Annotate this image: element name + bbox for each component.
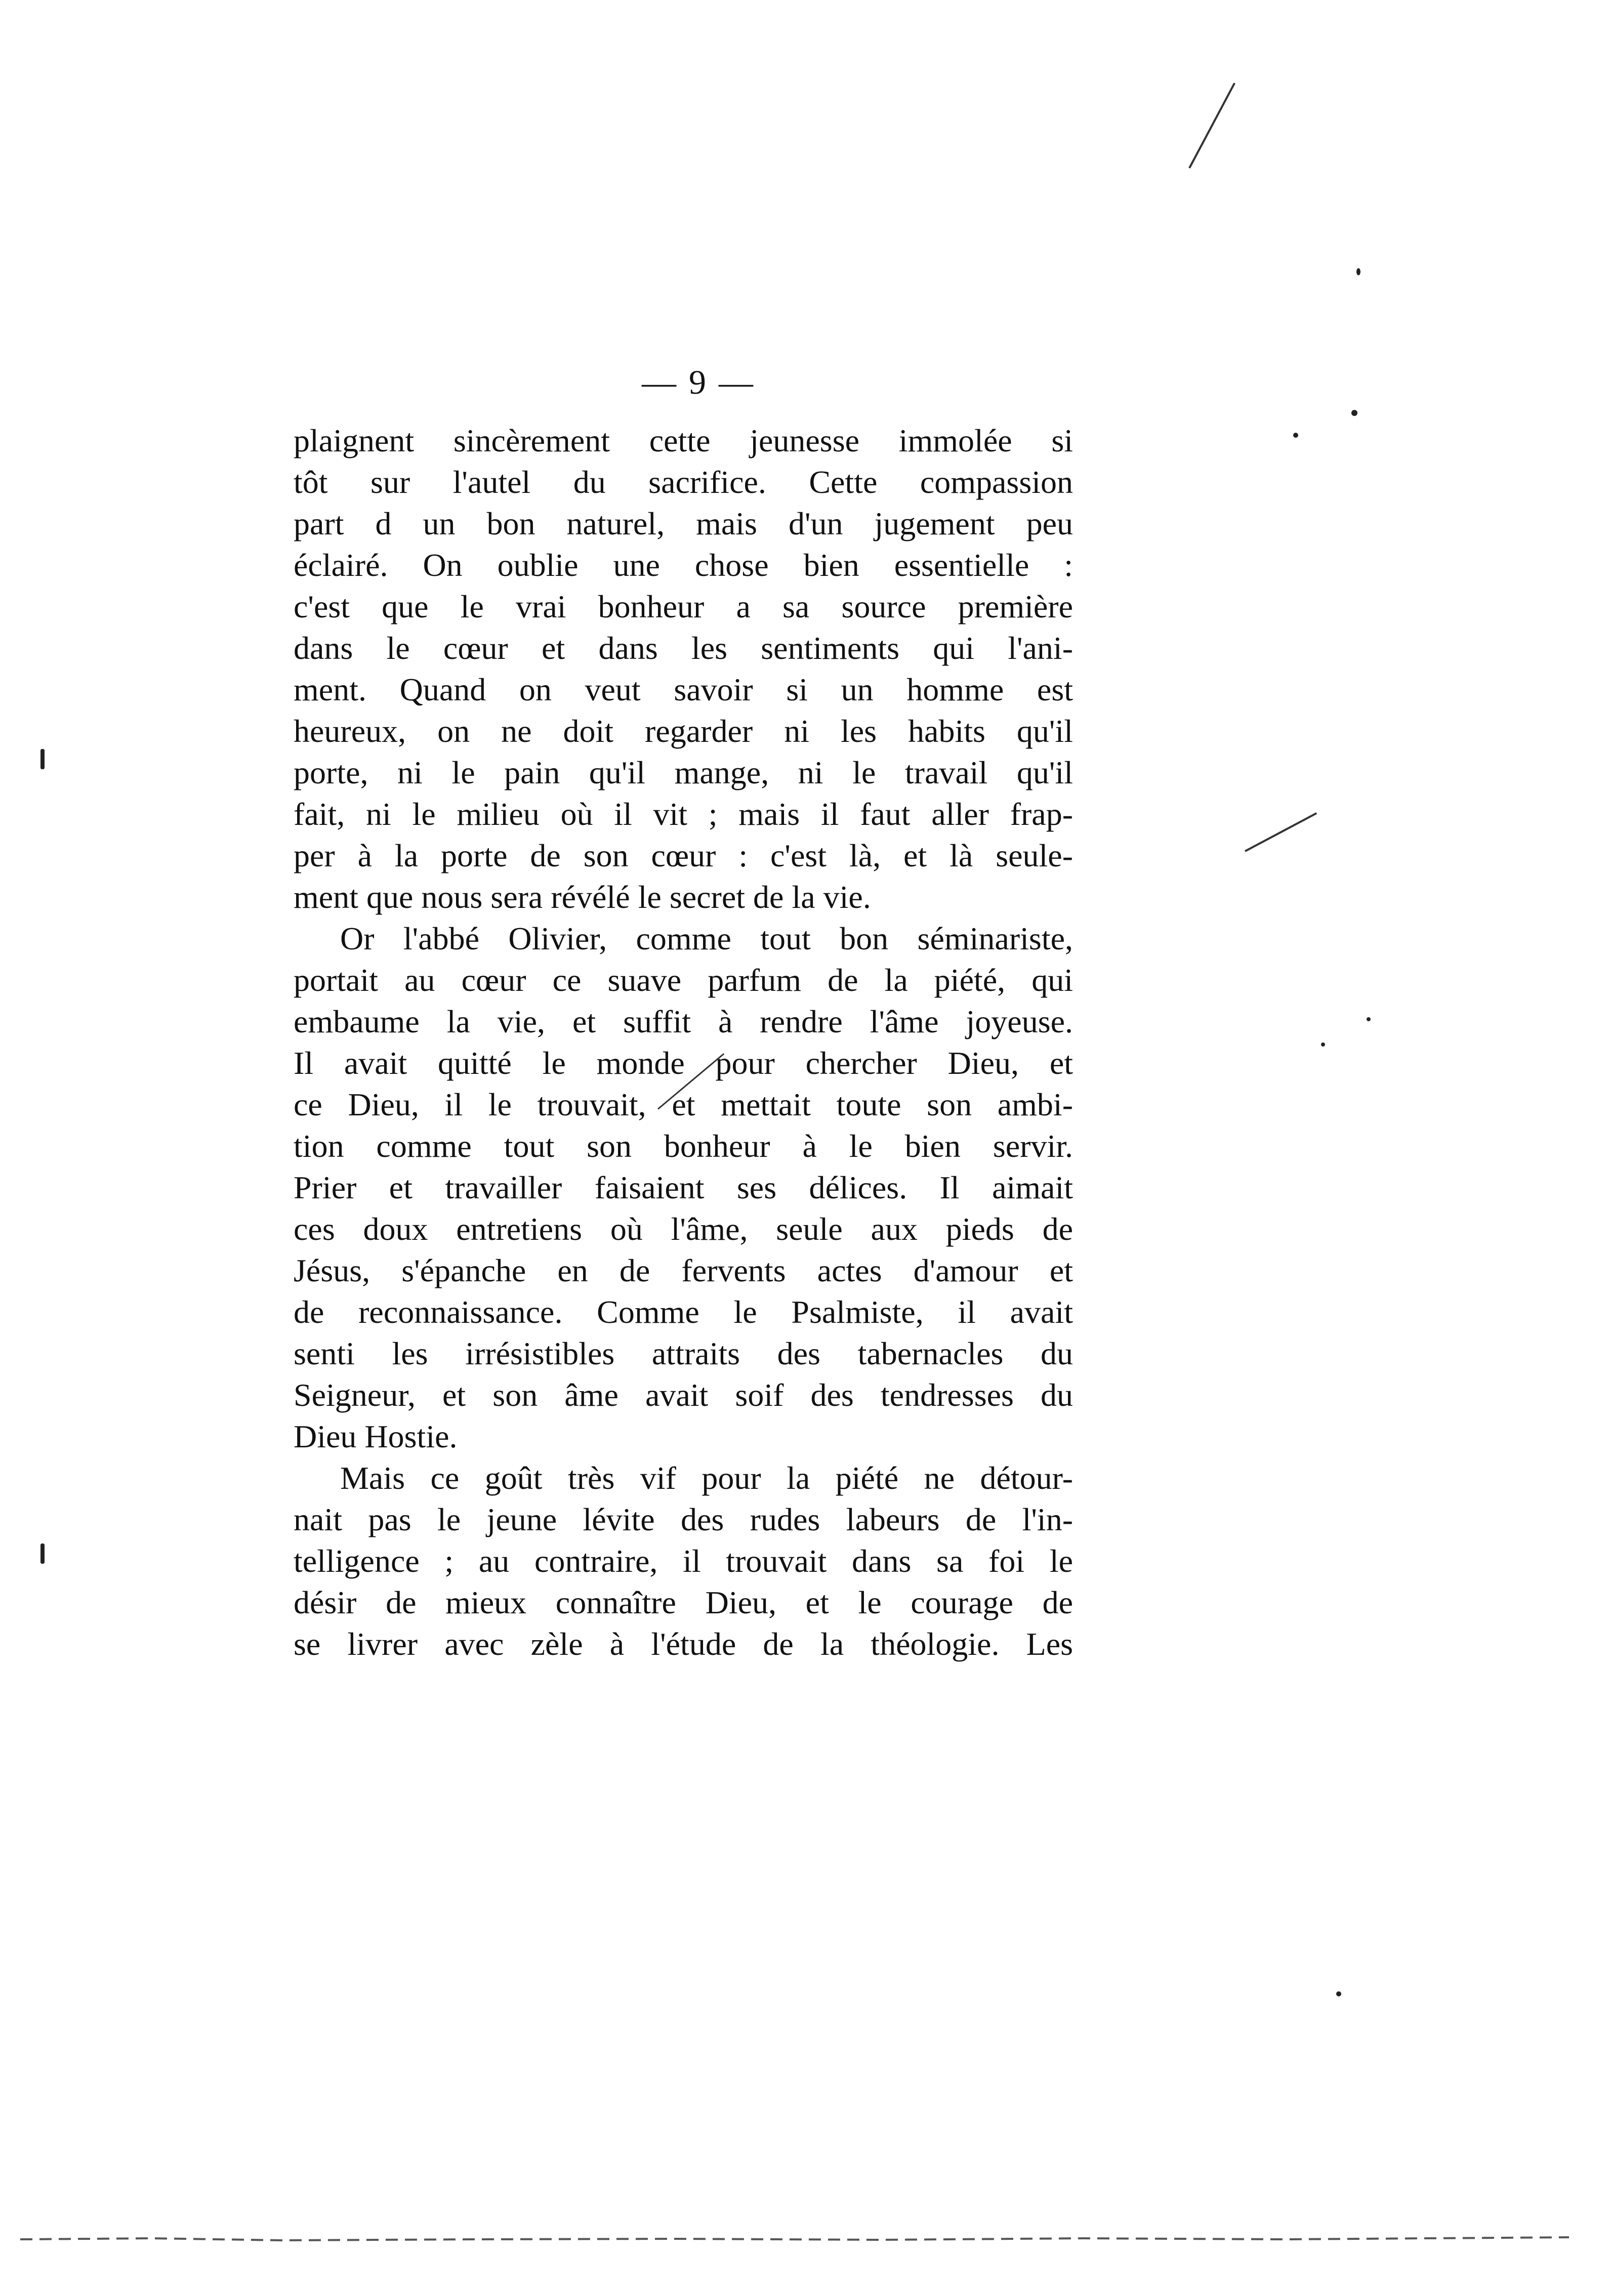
text-line: heureux, on ne doit regarder ni les habits qu'il xyxy=(294,713,1073,749)
scan-speck xyxy=(40,1543,45,1564)
scan-mark xyxy=(1188,82,1235,169)
text-line: ces doux entretiens où l'âme, seule aux pieds de xyxy=(294,1211,1073,1247)
text-line: fait, ni le milieu où il vit ; mais il faut aller frap- xyxy=(294,796,1073,832)
text-line: Seigneur, et son âme avait soif des tendresses du xyxy=(294,1377,1073,1413)
text-line: de reconnaissance. Comme le Psalmiste, il avait xyxy=(294,1294,1073,1330)
text-line: Dieu Hostie. xyxy=(294,1418,458,1454)
text-line: tôt sur l'autel du sacrifice. Cette compassion xyxy=(294,464,1073,500)
scan-speck xyxy=(1321,1042,1325,1047)
text-line: ment. Quand on veut savoir si un homme est xyxy=(294,672,1073,707)
text-line: per à la porte de son cœur : c'est là, et là seule- xyxy=(294,838,1073,873)
scan-speck xyxy=(1293,433,1298,438)
text-line: Or l'abbé Olivier, comme tout bon séminariste, xyxy=(340,921,1073,956)
text-line: nait pas le jeune lévite des rudes labeurs de l'in- xyxy=(294,1501,1073,1537)
scan-mark xyxy=(1245,812,1317,852)
scan-speck xyxy=(1351,410,1357,416)
text-line: Mais ce goût très vif pour la piété ne détour- xyxy=(340,1460,1073,1496)
scan-edge-noise xyxy=(20,2224,1569,2244)
page-number: — 9 — xyxy=(642,363,755,401)
text-line: ce Dieu, il le trouvait, et mettait toute son ambi- xyxy=(294,1087,1073,1122)
text-line: Prier et travailler faisaient ses délices. Il aimait xyxy=(294,1170,1073,1205)
text-line: Il avait quitté le monde pour chercher Dieu, et xyxy=(294,1045,1073,1081)
text-line: ment que nous sera révélé le secret de la vie. xyxy=(294,879,871,915)
text-line: désir de mieux connaître Dieu, et le courage de xyxy=(294,1584,1073,1620)
text-line: part d un bon naturel, mais d'un jugement peu xyxy=(294,506,1073,541)
scan-speck xyxy=(40,749,45,769)
body-text xyxy=(294,420,1073,1665)
scan-speck xyxy=(1367,1017,1371,1021)
text-line: éclairé. On oublie une chose bien essentielle : xyxy=(294,547,1073,583)
scan-speck xyxy=(1336,1991,1341,1996)
text-line: c'est que le vrai bonheur a sa source première xyxy=(294,589,1073,624)
text-line: portait au cœur ce suave parfum de la piété, qui xyxy=(294,962,1073,998)
text-line: senti les irrésistibles attraits des tabernacles du xyxy=(294,1335,1073,1371)
text-line: tion comme tout son bonheur à le bien servir. xyxy=(294,1128,1073,1164)
text-line: telligence ; au contraire, il trouvait dans sa foi le xyxy=(294,1543,1073,1579)
text-line: plaignent sincèrement cette jeunesse immolée si xyxy=(294,423,1073,458)
text-line: se livrer avec zèle à l'étude de la théologie. Les xyxy=(294,1626,1073,1662)
text-line: Jésus, s'épanche en de fervents actes d'amour et xyxy=(294,1253,1073,1288)
text-line: dans le cœur et dans les sentiments qui l'ani- xyxy=(294,630,1073,666)
text-line: embaume la vie, et suffit à rendre l'âme joyeuse. xyxy=(294,1004,1073,1039)
scan-speck xyxy=(1356,268,1360,275)
text-line: porte, ni le pain qu'il mange, ni le travail qu'il xyxy=(294,755,1073,790)
